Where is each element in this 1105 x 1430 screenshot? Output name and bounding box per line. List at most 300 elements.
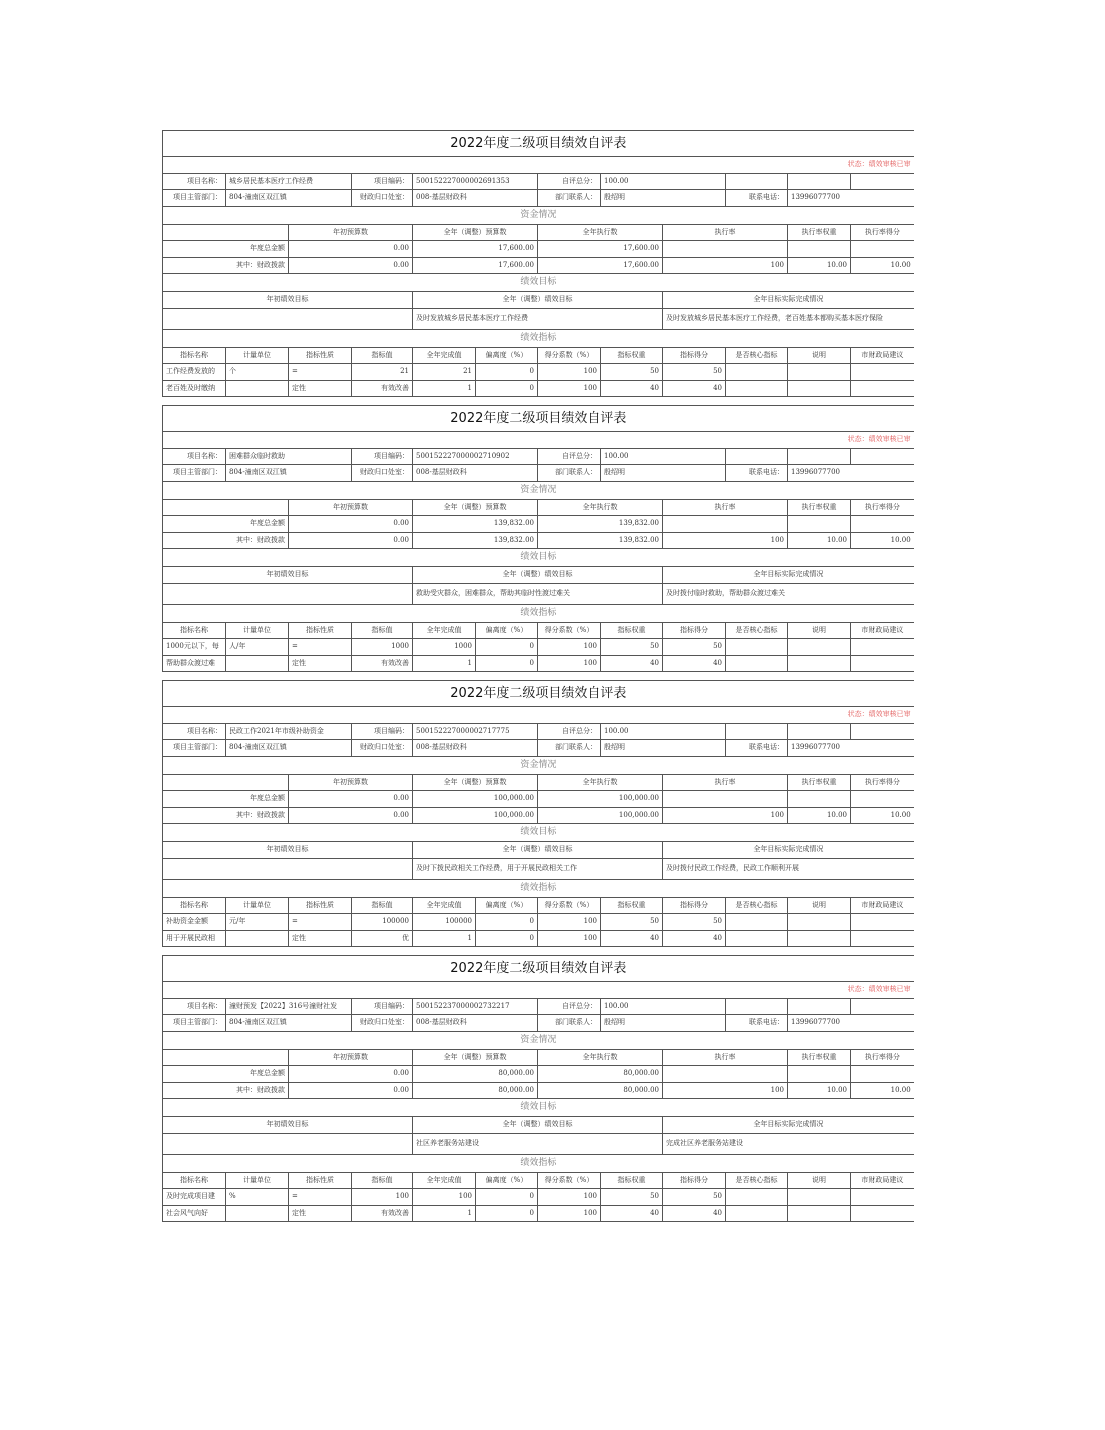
fund-value bbox=[788, 1066, 851, 1083]
fund-header: 执行率权重 bbox=[788, 774, 851, 791]
indicator-deviation: 0 bbox=[476, 639, 538, 656]
table-row bbox=[163, 914, 914, 931]
fund-header: 全年（调整）预算数 bbox=[413, 774, 538, 791]
finance-office-label: 财政归口处室： bbox=[352, 465, 413, 482]
fund-header: 年初预算数 bbox=[289, 1049, 413, 1066]
indicator-header: 指标得分 bbox=[663, 1172, 726, 1189]
project-name-value: 城乡居民基本医疗工作经费 bbox=[226, 173, 352, 190]
dept-label: 项目主管部门： bbox=[163, 465, 226, 482]
empty-cell bbox=[163, 224, 289, 241]
fund-header: 执行率权重 bbox=[788, 499, 851, 516]
indicator-coefficient: 100 bbox=[538, 1189, 601, 1206]
phone-value: 13996077700 bbox=[788, 1015, 914, 1032]
contact-label: 部门联系人： bbox=[538, 465, 601, 482]
indicator-header: 指标值 bbox=[352, 897, 413, 914]
fund-value bbox=[663, 241, 788, 258]
empty-cell bbox=[726, 1189, 788, 1206]
indicator-header: 说明 bbox=[788, 347, 851, 364]
fund-value: 10.00 bbox=[788, 1082, 851, 1099]
table-row bbox=[163, 639, 914, 656]
indicator-header: 得分系数（%） bbox=[538, 897, 601, 914]
indicator-done: 1000 bbox=[413, 639, 476, 656]
empty-cell bbox=[788, 448, 851, 465]
indicator-header: 计量单位 bbox=[226, 347, 289, 364]
indicator-header: 全年完成值 bbox=[413, 622, 476, 639]
fund-value: 10.00 bbox=[788, 532, 851, 549]
finance-office-label: 财政归口处室： bbox=[352, 190, 413, 207]
fund-header: 全年（调整）预算数 bbox=[413, 1049, 538, 1066]
fund-value: 100,000.00 bbox=[413, 807, 538, 824]
phone-value: 13996077700 bbox=[788, 740, 914, 757]
indicator-value: 有效改善 bbox=[352, 655, 413, 672]
fund-value: 0.00 bbox=[289, 516, 413, 533]
empty-cell bbox=[726, 723, 788, 740]
finance-office-label: 财政归口处室： bbox=[352, 740, 413, 757]
evaluation-table bbox=[162, 405, 914, 672]
indicator-nature: 定性 bbox=[289, 380, 352, 397]
goal-header: 全年目标实际完成情况 bbox=[663, 1117, 914, 1134]
sheet-title: 2022年度二级项目绩效自评表 bbox=[163, 956, 914, 982]
fund-value: 80,000.00 bbox=[538, 1066, 663, 1083]
fund-row-label: 年度总金额 bbox=[163, 1066, 289, 1083]
indicator-header: 指标值 bbox=[352, 622, 413, 639]
goals-section-heading: 绩效目标 bbox=[163, 824, 914, 842]
indicator-weight: 50 bbox=[601, 914, 663, 931]
table-row bbox=[163, 930, 914, 947]
empty-cell bbox=[726, 364, 788, 381]
empty-cell bbox=[851, 655, 914, 672]
indicator-name: 用于开展民政相 bbox=[163, 930, 226, 947]
project-code-label: 项目编码： bbox=[352, 998, 413, 1015]
indicator-header: 指标得分 bbox=[663, 347, 726, 364]
indicators-section-heading: 绩效指标 bbox=[163, 329, 914, 347]
finance-office-label: 财政归口处室： bbox=[352, 1015, 413, 1032]
funds-section-heading: 资金情况 bbox=[163, 756, 914, 774]
fund-value bbox=[851, 1066, 914, 1083]
fund-value: 100,000.00 bbox=[413, 791, 538, 808]
indicator-header: 计量单位 bbox=[226, 1172, 289, 1189]
contact-value: 殷绍明 bbox=[601, 740, 726, 757]
fund-value: 10.00 bbox=[851, 257, 914, 274]
empty-cell bbox=[726, 173, 788, 190]
sheet-title: 2022年度二级项目绩效自评表 bbox=[163, 131, 914, 157]
dept-value: 804-潼南区双江镇 bbox=[226, 740, 352, 757]
indicator-score: 50 bbox=[663, 1189, 726, 1206]
indicator-header: 市财政局建议 bbox=[851, 1172, 914, 1189]
goal-actual: 及时拨付民政工作经费，民政工作顺利开展 bbox=[663, 858, 914, 879]
status-badge: 状态：绩效审核已审 bbox=[163, 432, 914, 449]
indicator-score: 50 bbox=[663, 914, 726, 931]
indicator-name: 社会风气向好 bbox=[163, 1205, 226, 1222]
indicator-name: 及时完成项目建 bbox=[163, 1189, 226, 1206]
evaluation-sheet bbox=[162, 405, 913, 680]
sheet-title: 2022年度二级项目绩效自评表 bbox=[163, 681, 914, 707]
total-score-value: 100.00 bbox=[601, 173, 726, 190]
fund-header: 执行率 bbox=[663, 774, 788, 791]
fund-row-label: 年度总金额 bbox=[163, 516, 289, 533]
indicator-value: 21 bbox=[352, 364, 413, 381]
indicator-unit: 人/年 bbox=[226, 639, 289, 656]
goal-initial bbox=[163, 858, 413, 879]
total-score-label: 自评总分： bbox=[538, 448, 601, 465]
project-code-label: 项目编码： bbox=[352, 448, 413, 465]
total-score-value: 100.00 bbox=[601, 723, 726, 740]
empty-cell bbox=[788, 723, 851, 740]
empty-cell bbox=[726, 1205, 788, 1222]
fund-header: 执行率得分 bbox=[851, 1049, 914, 1066]
fund-value: 0.00 bbox=[289, 241, 413, 258]
contact-value: 殷绍明 bbox=[601, 1015, 726, 1032]
fund-value: 0.00 bbox=[289, 1066, 413, 1083]
indicator-done: 1 bbox=[413, 930, 476, 947]
project-name-label: 项目名称： bbox=[163, 723, 226, 740]
project-name-label: 项目名称： bbox=[163, 448, 226, 465]
sheet-title: 2022年度二级项目绩效自评表 bbox=[163, 406, 914, 432]
indicator-header: 说明 bbox=[788, 897, 851, 914]
project-code-value: 500152227000002691353 bbox=[413, 173, 538, 190]
fund-row-label: 其中：财政拨款 bbox=[163, 807, 289, 824]
fund-value: 17,600.00 bbox=[413, 241, 538, 258]
indicator-score: 50 bbox=[663, 364, 726, 381]
fund-value bbox=[663, 516, 788, 533]
fund-row-label: 年度总金额 bbox=[163, 241, 289, 258]
fund-row-label: 其中：财政拨款 bbox=[163, 532, 289, 549]
fund-value: 0.00 bbox=[289, 791, 413, 808]
fund-value bbox=[788, 516, 851, 533]
fund-header: 全年（调整）预算数 bbox=[413, 224, 538, 241]
goal-header: 全年（调整）绩效目标 bbox=[413, 842, 663, 859]
indicator-header: 市财政局建议 bbox=[851, 897, 914, 914]
finance-office-value: 008-基层财政科 bbox=[413, 1015, 538, 1032]
goal-initial bbox=[163, 308, 413, 329]
fund-row-label: 年度总金额 bbox=[163, 791, 289, 808]
total-score-value: 100.00 bbox=[601, 998, 726, 1015]
fund-value: 10.00 bbox=[788, 257, 851, 274]
indicator-header: 偏离度（%） bbox=[476, 1172, 538, 1189]
project-name-label: 项目名称： bbox=[163, 173, 226, 190]
indicator-header: 说明 bbox=[788, 1172, 851, 1189]
fund-header: 全年（调整）预算数 bbox=[413, 499, 538, 516]
indicator-deviation: 0 bbox=[476, 655, 538, 672]
empty-cell bbox=[851, 930, 914, 947]
phone-label: 联系电话： bbox=[726, 190, 788, 207]
empty-cell bbox=[726, 914, 788, 931]
fund-value bbox=[851, 791, 914, 808]
evaluation-sheet bbox=[162, 130, 913, 405]
fund-header: 执行率得分 bbox=[851, 774, 914, 791]
fund-value: 10.00 bbox=[788, 807, 851, 824]
empty-cell bbox=[851, 914, 914, 931]
status-badge: 状态：绩效审核已审 bbox=[163, 982, 914, 999]
fund-header: 全年执行数 bbox=[538, 499, 663, 516]
indicator-header: 指标性质 bbox=[289, 347, 352, 364]
indicator-header: 是否核心指标 bbox=[726, 1172, 788, 1189]
fund-value: 17,600.00 bbox=[538, 257, 663, 274]
funds-section-heading: 资金情况 bbox=[163, 481, 914, 499]
indicator-header: 说明 bbox=[788, 622, 851, 639]
indicator-unit bbox=[226, 380, 289, 397]
indicator-header: 偏离度（%） bbox=[476, 897, 538, 914]
fund-value: 139,832.00 bbox=[538, 516, 663, 533]
empty-cell bbox=[726, 930, 788, 947]
indicator-unit: 个 bbox=[226, 364, 289, 381]
goal-header: 全年（调整）绩效目标 bbox=[413, 292, 663, 309]
fund-value bbox=[788, 241, 851, 258]
indicator-deviation: 0 bbox=[476, 930, 538, 947]
indicator-score: 40 bbox=[663, 655, 726, 672]
goal-initial bbox=[163, 583, 413, 604]
indicator-score: 40 bbox=[663, 930, 726, 947]
table-row bbox=[163, 1205, 914, 1222]
fund-header: 执行率得分 bbox=[851, 499, 914, 516]
indicator-nature: = bbox=[289, 364, 352, 381]
indicator-header: 市财政局建议 bbox=[851, 622, 914, 639]
fund-value: 17,600.00 bbox=[538, 241, 663, 258]
fund-value: 10.00 bbox=[851, 1082, 914, 1099]
indicator-weight: 50 bbox=[601, 1189, 663, 1206]
fund-value: 80,000.00 bbox=[538, 1082, 663, 1099]
fund-header: 执行率权重 bbox=[788, 224, 851, 241]
indicator-deviation: 0 bbox=[476, 1189, 538, 1206]
fund-value: 80,000.00 bbox=[413, 1082, 538, 1099]
indicator-header: 偏离度（%） bbox=[476, 622, 538, 639]
indicator-header: 计量单位 bbox=[226, 897, 289, 914]
indicator-header: 全年完成值 bbox=[413, 897, 476, 914]
indicator-header: 指标值 bbox=[352, 347, 413, 364]
indicator-weight: 50 bbox=[601, 364, 663, 381]
indicator-value: 有效改善 bbox=[352, 1205, 413, 1222]
contact-label: 部门联系人： bbox=[538, 1015, 601, 1032]
indicator-nature: 定性 bbox=[289, 655, 352, 672]
project-code-label: 项目编码： bbox=[352, 723, 413, 740]
goal-actual: 及时拨付临时救助，帮助群众渡过难关 bbox=[663, 583, 914, 604]
empty-cell bbox=[851, 639, 914, 656]
goal-header: 全年（调整）绩效目标 bbox=[413, 1117, 663, 1134]
fund-value: 139,832.00 bbox=[413, 516, 538, 533]
empty-cell bbox=[851, 380, 914, 397]
evaluation-sheet bbox=[162, 680, 913, 955]
fund-header: 执行率 bbox=[663, 499, 788, 516]
indicator-coefficient: 100 bbox=[538, 1205, 601, 1222]
finance-office-value: 008-基层财政科 bbox=[413, 465, 538, 482]
indicator-unit: % bbox=[226, 1189, 289, 1206]
fund-value: 100 bbox=[663, 807, 788, 824]
indicator-header: 得分系数（%） bbox=[538, 622, 601, 639]
funds-section-heading: 资金情况 bbox=[163, 206, 914, 224]
phone-label: 联系电话： bbox=[726, 1015, 788, 1032]
indicator-done: 21 bbox=[413, 364, 476, 381]
indicator-header: 是否核心指标 bbox=[726, 897, 788, 914]
goal-header: 全年目标实际完成情况 bbox=[663, 292, 914, 309]
empty-cell bbox=[726, 655, 788, 672]
indicator-header: 指标得分 bbox=[663, 897, 726, 914]
indicator-score: 40 bbox=[663, 380, 726, 397]
indicator-header: 指标名称 bbox=[163, 347, 226, 364]
goals-section-heading: 绩效目标 bbox=[163, 1099, 914, 1117]
indicator-coefficient: 100 bbox=[538, 639, 601, 656]
indicator-nature: 定性 bbox=[289, 930, 352, 947]
indicator-coefficient: 100 bbox=[538, 655, 601, 672]
empty-cell bbox=[788, 639, 851, 656]
table-row bbox=[163, 380, 914, 397]
indicator-value: 100000 bbox=[352, 914, 413, 931]
empty-cell bbox=[788, 380, 851, 397]
empty-cell bbox=[163, 499, 289, 516]
fund-header: 执行率得分 bbox=[851, 224, 914, 241]
fund-value: 139,832.00 bbox=[413, 532, 538, 549]
indicator-header: 市财政局建议 bbox=[851, 347, 914, 364]
indicator-header: 指标权重 bbox=[601, 897, 663, 914]
fund-value: 0.00 bbox=[289, 807, 413, 824]
indicator-header: 指标权重 bbox=[601, 1172, 663, 1189]
indicator-nature: = bbox=[289, 1189, 352, 1206]
empty-cell bbox=[788, 998, 851, 1015]
finance-office-value: 008-基层财政科 bbox=[413, 190, 538, 207]
indicator-name: 老百姓及时缴纳 bbox=[163, 380, 226, 397]
indicator-nature: 定性 bbox=[289, 1205, 352, 1222]
fund-header: 年初预算数 bbox=[289, 774, 413, 791]
evaluation-table bbox=[162, 130, 914, 397]
indicator-value: 有效改善 bbox=[352, 380, 413, 397]
indicator-score: 40 bbox=[663, 1205, 726, 1222]
indicator-header: 全年完成值 bbox=[413, 347, 476, 364]
goals-section-heading: 绩效目标 bbox=[163, 274, 914, 292]
dept-value: 804-潼南区双江镇 bbox=[226, 1015, 352, 1032]
fund-value bbox=[851, 241, 914, 258]
indicator-header: 指标性质 bbox=[289, 622, 352, 639]
fund-header: 全年执行数 bbox=[538, 774, 663, 791]
indicator-header: 得分系数（%） bbox=[538, 1172, 601, 1189]
fund-row-label: 其中：财政拨款 bbox=[163, 257, 289, 274]
contact-value: 殷绍明 bbox=[601, 465, 726, 482]
contact-value: 殷绍明 bbox=[601, 190, 726, 207]
table-row bbox=[163, 1189, 914, 1206]
total-score-value: 100.00 bbox=[601, 448, 726, 465]
table-row bbox=[163, 655, 914, 672]
project-code-value: 500152237000002732217 bbox=[413, 998, 538, 1015]
contact-label: 部门联系人： bbox=[538, 740, 601, 757]
indicator-header: 偏离度（%） bbox=[476, 347, 538, 364]
phone-label: 联系电话： bbox=[726, 465, 788, 482]
goal-header: 全年（调整）绩效目标 bbox=[413, 567, 663, 584]
indicator-weight: 40 bbox=[601, 380, 663, 397]
phone-value: 13996077700 bbox=[788, 465, 914, 482]
indicator-value: 100 bbox=[352, 1189, 413, 1206]
fund-header: 全年执行数 bbox=[538, 224, 663, 241]
indicator-weight: 50 bbox=[601, 639, 663, 656]
indicator-done: 1 bbox=[413, 380, 476, 397]
project-name-value: 潼财预发【2022】316号潼财社发 bbox=[226, 998, 352, 1015]
empty-cell bbox=[788, 1205, 851, 1222]
empty-cell bbox=[788, 1189, 851, 1206]
indicator-header: 指标性质 bbox=[289, 1172, 352, 1189]
indicator-unit bbox=[226, 930, 289, 947]
status-badge: 状态：绩效审核已审 bbox=[163, 707, 914, 724]
fund-header: 执行率权重 bbox=[788, 1049, 851, 1066]
goal-header: 年初绩效目标 bbox=[163, 1117, 413, 1134]
indicator-name: 帮助群众渡过难 bbox=[163, 655, 226, 672]
indicator-header: 指标名称 bbox=[163, 1172, 226, 1189]
fund-value: 0.00 bbox=[289, 532, 413, 549]
total-score-label: 自评总分： bbox=[538, 998, 601, 1015]
indicator-header: 指标名称 bbox=[163, 897, 226, 914]
indicator-header: 是否核心指标 bbox=[726, 622, 788, 639]
empty-cell bbox=[726, 380, 788, 397]
goal-actual: 及时发放城乡居民基本医疗工作经费，老百姓基本都购买基本医疗保险 bbox=[663, 308, 914, 329]
indicator-name: 补助资金金额 bbox=[163, 914, 226, 931]
indicator-weight: 40 bbox=[601, 1205, 663, 1222]
empty-cell bbox=[851, 1189, 914, 1206]
fund-header: 年初预算数 bbox=[289, 224, 413, 241]
indicator-deviation: 0 bbox=[476, 914, 538, 931]
indicator-header: 指标名称 bbox=[163, 622, 226, 639]
goal-header: 年初绩效目标 bbox=[163, 567, 413, 584]
evaluation-table bbox=[162, 680, 914, 947]
project-code-label: 项目编码： bbox=[352, 173, 413, 190]
indicator-coefficient: 100 bbox=[538, 364, 601, 381]
empty-cell bbox=[163, 1049, 289, 1066]
fund-value: 100 bbox=[663, 257, 788, 274]
project-code-value: 500152227000002717775 bbox=[413, 723, 538, 740]
fund-value: 100,000.00 bbox=[538, 807, 663, 824]
status-badge: 状态：绩效审核已审 bbox=[163, 157, 914, 174]
goals-section-heading: 绩效目标 bbox=[163, 549, 914, 567]
indicators-section-heading: 绩效指标 bbox=[163, 1154, 914, 1172]
indicator-coefficient: 100 bbox=[538, 930, 601, 947]
goal-adjusted: 及时发放城乡居民基本医疗工作经费 bbox=[413, 308, 663, 329]
indicator-header: 全年完成值 bbox=[413, 1172, 476, 1189]
fund-header: 执行率 bbox=[663, 1049, 788, 1066]
evaluation-table bbox=[162, 955, 914, 1222]
fund-value: 17,600.00 bbox=[413, 257, 538, 274]
goal-initial bbox=[163, 1133, 413, 1154]
goal-adjusted: 救助受灾群众，困难群众，帮助其临时性渡过难关 bbox=[413, 583, 663, 604]
indicator-header: 得分系数（%） bbox=[538, 347, 601, 364]
indicator-done: 1 bbox=[413, 655, 476, 672]
empty-cell bbox=[163, 774, 289, 791]
indicator-deviation: 0 bbox=[476, 380, 538, 397]
empty-cell bbox=[788, 914, 851, 931]
fund-value bbox=[788, 791, 851, 808]
fund-value: 10.00 bbox=[851, 807, 914, 824]
fund-value: 139,832.00 bbox=[538, 532, 663, 549]
dept-value: 804-潼南区双江镇 bbox=[226, 190, 352, 207]
fund-value: 100 bbox=[663, 532, 788, 549]
indicator-deviation: 0 bbox=[476, 364, 538, 381]
fund-value: 0.00 bbox=[289, 1082, 413, 1099]
indicator-header: 指标性质 bbox=[289, 897, 352, 914]
finance-office-value: 008-基层财政科 bbox=[413, 740, 538, 757]
empty-cell bbox=[788, 364, 851, 381]
indicator-deviation: 0 bbox=[476, 1205, 538, 1222]
funds-section-heading: 资金情况 bbox=[163, 1031, 914, 1049]
indicator-header: 指标得分 bbox=[663, 622, 726, 639]
indicator-unit bbox=[226, 1205, 289, 1222]
table-row bbox=[163, 364, 914, 381]
indicator-value: 1000 bbox=[352, 639, 413, 656]
indicator-unit: 元/年 bbox=[226, 914, 289, 931]
fund-value: 80,000.00 bbox=[413, 1066, 538, 1083]
fund-header: 全年执行数 bbox=[538, 1049, 663, 1066]
goal-header: 全年目标实际完成情况 bbox=[663, 842, 914, 859]
goal-header: 年初绩效目标 bbox=[163, 842, 413, 859]
fund-value bbox=[851, 516, 914, 533]
empty-cell bbox=[851, 1205, 914, 1222]
project-name-label: 项目名称： bbox=[163, 998, 226, 1015]
dept-label: 项目主管部门： bbox=[163, 740, 226, 757]
indicator-header: 指标权重 bbox=[601, 622, 663, 639]
fund-value: 100,000.00 bbox=[538, 791, 663, 808]
